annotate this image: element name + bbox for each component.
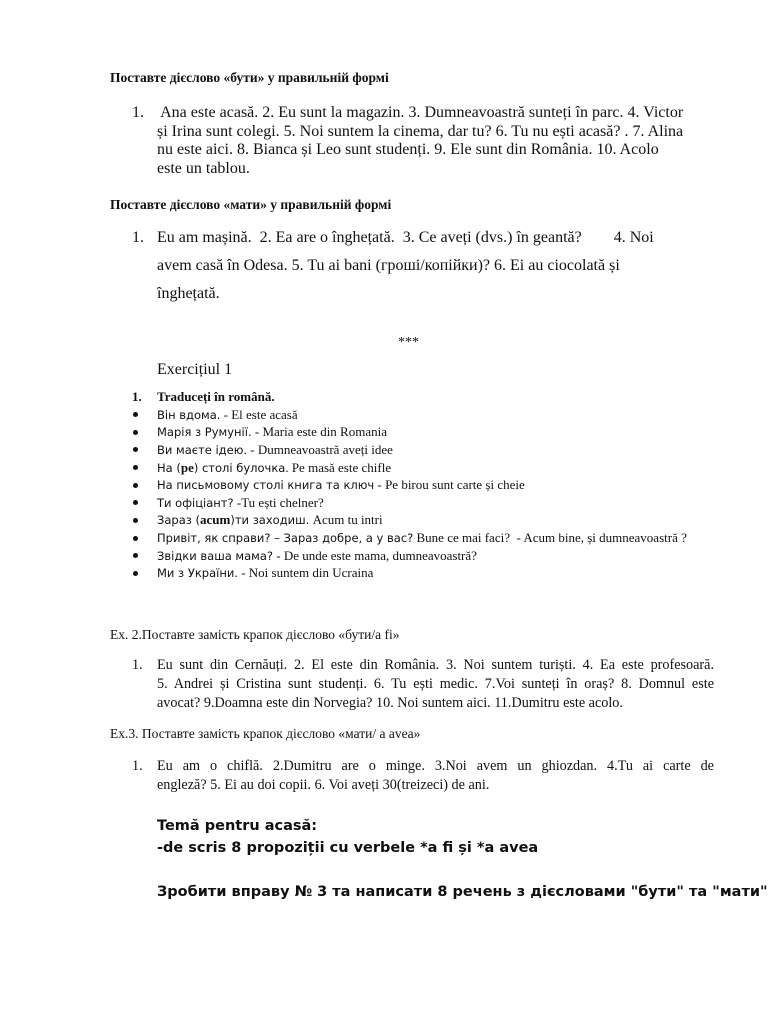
section1-line: nu este aici. 8. Bianca și Leo sunt studenți. 9. Ele sunt din România. 10. Acolo [157, 141, 659, 159]
section1-heading: Поставте дієслово «бути» у правильній формі [110, 70, 389, 85]
translation-item [132, 459, 732, 477]
romanian-emphasis: acum [200, 512, 231, 528]
exercise2-number: 1. [132, 657, 143, 673]
romanian-translation: Bune ce mai faci? - Acum bine, și dumneavoastră ? [413, 530, 687, 546]
homework-line-ro: -de scris 8 propoziții cu verbele *a fi și *a avea [157, 840, 539, 856]
romanian-translation: - El este acasă [220, 406, 298, 422]
separator-stars: *** [398, 335, 419, 350]
romanian-translation: - Pe birou sunt carte și cheie [374, 477, 525, 493]
exercise3-line: Eu am o chiflă. 2.Dumitru are o minge. 3.Noi avem un ghiozdan. 4.Tu ai carte de [157, 758, 714, 774]
exercise2-line: 5. Andrei și Cristina sunt studenți. 6. Tu ești medic. 7.Voi sunteți în oraș? 8. Domnul este [157, 675, 714, 692]
section2-line: Eu am mașină. 2. Ea are o înghețată. 3. Ce aveți (dvs.) în geantă? 4. Noi [157, 229, 654, 246]
homework-line-ua: Зробити вправу № 3 та написати 8 речень з дієсловами "бути" та "мати" [157, 884, 768, 900]
ukrainian-text: Привіт, як справи? – Зараз добре, а у вас? [157, 531, 414, 546]
ukrainian-text: ) столі булочка [193, 460, 286, 475]
section1-line: Ana este acasă. 2. Eu sunt la magazin. 3. Dumneavoastră sunteți în parc. 4. Victor [157, 104, 684, 121]
romanian-translation: - Noi suntem din Ucraina [237, 565, 374, 581]
romanian-translation: - Dumneavoastră aveți idee [247, 441, 393, 457]
bullet-icon [133, 465, 138, 470]
ukrainian-text: Звідки ваша мама? [157, 548, 273, 563]
exercise1-list [132, 388, 732, 582]
romanian-emphasis: pe [180, 459, 194, 475]
exercise3-line: engleză? 5. Ei au doi copii. 6. Voi aveți 30(treizeci) de ani. [157, 776, 490, 793]
ukrainian-text: На ( [157, 460, 181, 475]
ukrainian-text: Марія з Румунії. [157, 425, 252, 440]
translation-item [132, 547, 732, 565]
exercise3-number: 1. [132, 758, 143, 774]
translation-item [132, 423, 732, 441]
section2-line: înghețată. [157, 285, 220, 302]
romanian-translation: -Tu ești chelner? [233, 494, 324, 510]
ukrainian-text: )ти заходиш. [230, 513, 310, 528]
bullet-icon [133, 518, 138, 523]
translation-item [132, 476, 732, 494]
romanian-translation: - Maria este din Romania [251, 424, 387, 440]
exercise3-list-item [132, 757, 714, 795]
exercise2-line: avocat? 9.Doamna este din Norvegia? 10. Noi suntem aici. 11.Dumitru este acolo. [157, 694, 623, 711]
homework-title: Temă pentru acasă: [157, 818, 318, 834]
romanian-translation: - De unde este mama, dumneavoastră? [272, 547, 477, 563]
ukrainian-text: Ти офіціант? [157, 495, 234, 510]
ukrainian-text: Ви маєте ідею. [157, 442, 248, 457]
translation-item [132, 406, 732, 424]
exercise3-heading: Ex.3. Поставте замість крапок дієслово «мати/ a avea» [110, 726, 421, 741]
bullet-icon [133, 447, 138, 452]
section1-line: este un tablou. [157, 159, 250, 177]
bullet-icon [133, 500, 138, 505]
translation-item [132, 494, 732, 512]
section2-number: 1. [132, 229, 144, 246]
section2-list-item [132, 224, 714, 308]
bullet-icon [133, 553, 138, 558]
ukrainian-text: Ми з України. [157, 566, 238, 581]
translation-item [132, 441, 732, 459]
exercise1-title: Exercițiul 1 [157, 361, 233, 378]
exercise2-list-item [132, 656, 714, 712]
instruction-number: 1. [132, 389, 142, 404]
romanian-translation: Acum tu intri [309, 512, 383, 528]
section2-line: avem casă în Odesa. 5. Tu ai bani (гроші/копійки)? 6. Ei au ciocolată și [157, 257, 620, 274]
romanian-translation: . Pe masă este chifle [285, 459, 392, 475]
section1-line: și Irina sunt colegi. 5. Noi suntem la cinema, dar tu? 6. Tu nu ești acasă? . 7. Alina [157, 122, 684, 140]
section1-list-item [132, 104, 714, 178]
translation-item [132, 511, 732, 529]
translation-item [132, 529, 732, 547]
section1-number: 1. [132, 104, 144, 121]
bullet-icon [133, 536, 138, 541]
instruction-text: Traduceți în română. [157, 389, 275, 404]
section2-heading: Поставте дієслово «мати» у правильній формі [110, 197, 392, 212]
ukrainian-text: Він вдома. [157, 407, 221, 422]
translation-item [132, 564, 732, 582]
bullet-icon [133, 430, 138, 435]
exercise2-heading: Ex. 2.Поставте замість крапок дієслово «бути/a fi» [110, 627, 400, 642]
bullet-icon [133, 412, 138, 417]
exercise2-line: Eu sunt din Cernăuți. 2. El este din România. 3. Noi suntem turiști. 4. Ea este profesoară. [157, 657, 714, 673]
exercise1-instruction [132, 388, 732, 406]
bullet-icon [133, 571, 138, 576]
bullet-icon [133, 483, 138, 488]
ukrainian-text: Зараз ( [157, 513, 201, 528]
ukrainian-text: На письмовому столі книга та ключ [157, 478, 375, 493]
